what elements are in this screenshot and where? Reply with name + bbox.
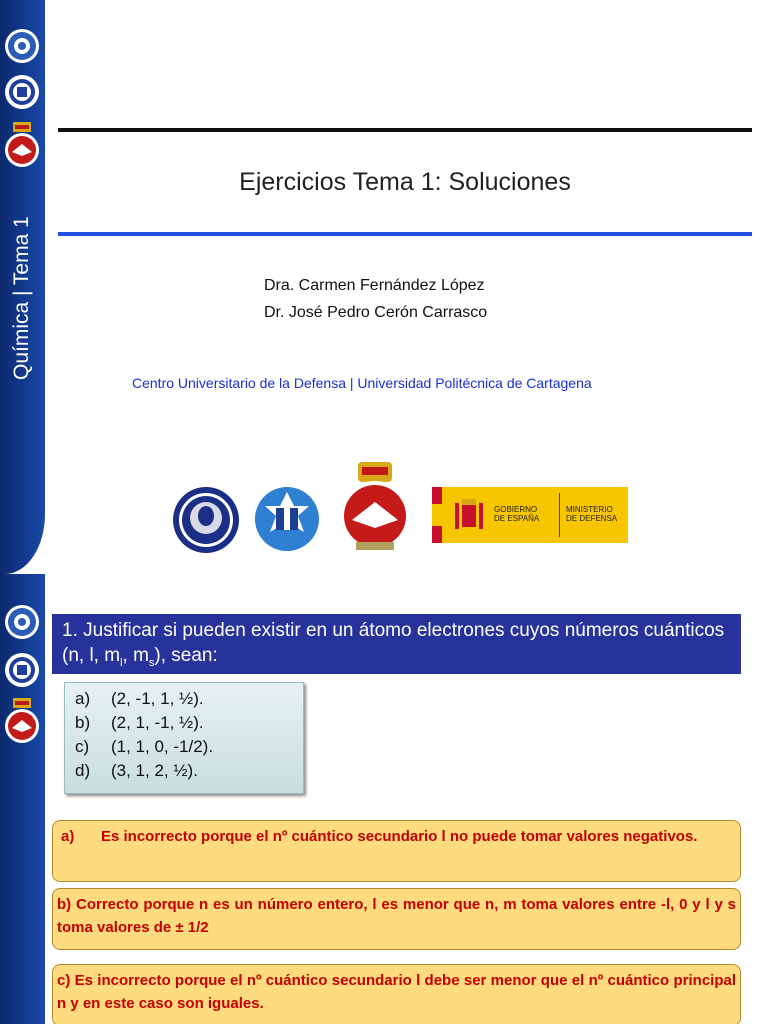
question-header [52,614,741,674]
aga-crest-icon [4,122,40,168]
author-1: Dra. Carmen Fernández López [264,277,485,294]
answer-b-text: b) Correcto porque n es un número entero, l es menor que n, m toma valores entre -l, 0 y l y s toma valores de ± 1/2 [57,896,736,936]
upct-emblem-icon [4,74,40,110]
gov-logo-line2: DE ESPAÑA [494,514,540,523]
cud-logo-icon [172,486,240,554]
aga-crest-icon [4,698,40,744]
question-text-mid: , m [122,645,149,666]
question-sub-l: l [120,656,123,669]
answer-c-text: c) Es incorrecto porque el nº cuántico secundario l debe ser menor que el nº cuántico principal n y en este caso son iguales. [57,972,736,1012]
institution-line: Centro Universitario de la Defensa | Universidad Politécnica de Cartagena [132,375,592,391]
upct-logo-icon [254,486,320,552]
gov-logo [432,487,628,543]
question-text-prefix: 1. Justificar si pueden existir en un átomo electrones cuyos números cuánticos (n, l, m [62,620,725,666]
option-item: c) (1, 1, 0, -1/2). [75,737,214,756]
author-2: Dr. José Pedro Cerón Carrasco [264,304,488,321]
gov-logo-line1: GOBIERNO [494,505,538,514]
answer-box-b [52,888,741,950]
question-sub-s: s [148,656,155,669]
cud-emblem-icon [4,604,40,640]
sidebar [0,0,45,574]
top-rule [58,128,752,132]
aga-logo-icon [338,458,412,554]
spain-coat-of-arms-icon [452,495,486,535]
answer-a-text: Es incorrecto porque el nº cuántico secundario l no puede tomar valores negativos. [101,828,698,845]
sidebar-title: Química | Tema 1 [10,216,33,380]
gov-logo-line4: DE DEFENSA [566,514,618,523]
page-title: Ejercicios Tema 1: Soluciones [239,168,571,196]
options-box [64,682,304,794]
flag-stripe [432,487,442,543]
option-item: a) (2, -1, 1, ½). [75,689,204,708]
answer-a-letter: a) [61,828,75,845]
sidebar-2 [0,574,45,1024]
gov-logo-line3: MINISTERIO [566,505,613,514]
option-item: d) (3, 1, 2, ½). [75,761,198,780]
exercise-slide [0,574,768,1024]
cud-emblem-icon [4,28,40,64]
answer-box-a [52,820,741,882]
title-underline [58,232,752,236]
upct-emblem-icon [4,652,40,688]
option-item: b) (2, 1, -1, ½). [75,713,204,732]
answer-box-c [52,964,741,1024]
question-text-suffix: ), sean: [154,645,218,666]
